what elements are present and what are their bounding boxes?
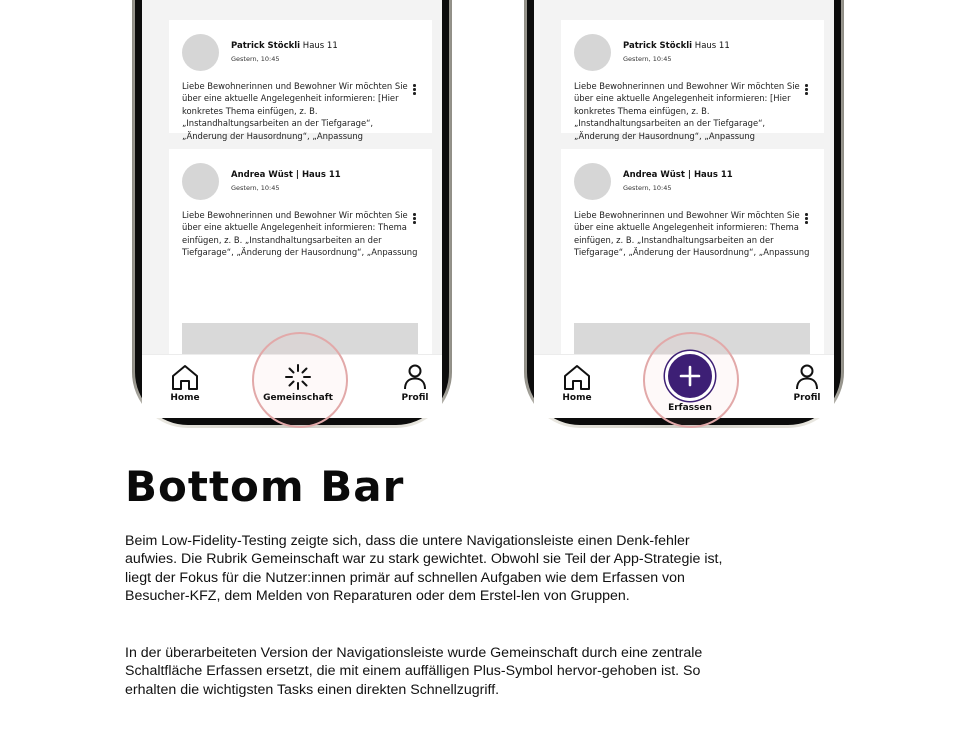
kebab-menu-icon[interactable] bbox=[413, 84, 416, 96]
home-icon bbox=[170, 363, 200, 391]
nav-item-profil[interactable] bbox=[767, 363, 847, 403]
kebab-menu-icon[interactable] bbox=[805, 213, 808, 225]
post-text: Liebe Bewohnerinnen und Bewohner Wir möchten Sie über eine aktuelle Angelegenheit informieren: [Hier konkretes Thema einfügen, z. B. „Instandhaltungsarbeiten an der Tiefgarage“, „Änderung der Hausordnung“, „Anpassung bbox=[574, 81, 800, 141]
kebab-menu-icon[interactable] bbox=[413, 213, 416, 225]
bottom-navigation-bar bbox=[142, 354, 442, 418]
post-card[interactable] bbox=[169, 20, 432, 141]
post-house: Haus 11 bbox=[300, 41, 338, 51]
phone-bezel bbox=[135, 0, 449, 425]
post-card[interactable] bbox=[561, 20, 824, 141]
erfassen-button[interactable] bbox=[650, 363, 730, 413]
post-author: Patrick Stöckli Haus 11 bbox=[231, 41, 338, 51]
plus-icon bbox=[665, 351, 715, 401]
phone-mockup-after bbox=[524, 0, 844, 428]
phone-mockup-before bbox=[132, 0, 452, 428]
nav-label-home: Home bbox=[562, 393, 592, 403]
avatar bbox=[574, 34, 611, 71]
user-icon bbox=[792, 363, 822, 391]
section-title: Bottom Bar bbox=[125, 462, 405, 511]
nav-item-gemeinschaft[interactable] bbox=[258, 363, 338, 403]
post-author: Andrea Wüst | Haus 11 bbox=[231, 170, 341, 180]
post-time: Gestern, 10:45 bbox=[623, 184, 672, 192]
post-author: Patrick Stöckli Haus 11 bbox=[623, 41, 730, 51]
post-time: Gestern, 10:45 bbox=[231, 55, 280, 63]
post-text: Liebe Bewohnerinnen und Bewohner Wir möchten Sie über eine aktuelle Angelegenheit informieren: Thema einfügen, z. B. „Instandhaltungsarbeiten an der Tiefgarage“, „Änderung der Hausordnung“, „Anpassung bbox=[182, 210, 418, 258]
nav-item-home[interactable] bbox=[145, 363, 225, 403]
phone-screen bbox=[142, 0, 442, 418]
post-text: Liebe Bewohnerinnen und Bewohner Wir möchten Sie über eine aktuelle Angelegenheit informieren: [Hier konkretes Thema einfügen, z. B. „Instandhaltungsarbeiten an der Tiefgarage“, „Änderung der Hausordnung“, „Anpassung bbox=[182, 81, 408, 141]
nav-item-home[interactable] bbox=[537, 363, 617, 403]
avatar bbox=[182, 163, 219, 200]
user-icon bbox=[400, 363, 430, 391]
nav-label-gemeinschaft: Gemeinschaft bbox=[263, 393, 333, 403]
post-text: Liebe Bewohnerinnen und Bewohner Wir möchten Sie über eine aktuelle Angelegenheit informieren: Thema einfügen, z. B. „Instandhaltungsarbeiten an der Tiefgarage“, „Änderung der Hausordnung“, „Anpassung bbox=[574, 210, 810, 258]
post-time: Gestern, 10:45 bbox=[623, 55, 672, 63]
nav-label-home: Home bbox=[170, 393, 200, 403]
post-author: Andrea Wüst | Haus 11 bbox=[623, 170, 733, 180]
nav-label-erfassen: Erfassen bbox=[668, 403, 712, 413]
post-time: Gestern, 10:45 bbox=[231, 184, 280, 192]
nav-label-profil: Profil bbox=[793, 393, 821, 403]
paragraph: Beim Low-Fidelity-Testing zeigte sich, dass die untere Navigationsleiste einen Denk-fehler aufwies. Die Rubrik Gemeinschaft war zu stark gewichtet. Obwohl sie Teil der App-Strategie ist, liegt der Fokus für die Nutzer:innen primär auf schnellen Aufgaben wie dem Erfassen von Besucher-KFZ, dem Melden von Reparaturen oder dem Erstel-len von Gruppen. bbox=[125, 533, 723, 605]
phone-screen bbox=[534, 0, 834, 418]
nav-label-profil: Profil bbox=[401, 393, 429, 403]
sparkle-icon bbox=[283, 363, 313, 391]
avatar bbox=[574, 163, 611, 200]
paragraph: In der überarbeiteten Version der Navigationsleiste wurde Gemeinschaft durch eine zentrale Schaltfläche Erfassen ersetzt, die mit einem auffälligen Plus-Symbol hervor-gehoben ist. So erhalten die wichtigsten Tasks einen direkten Schnellzugriff. bbox=[125, 645, 703, 698]
kebab-menu-icon[interactable] bbox=[805, 84, 808, 96]
avatar bbox=[182, 34, 219, 71]
post-house: Haus 11 bbox=[692, 41, 730, 51]
phone-bezel bbox=[527, 0, 841, 425]
bottom-navigation-bar bbox=[534, 354, 834, 418]
nav-item-profil[interactable] bbox=[375, 363, 455, 403]
home-icon bbox=[562, 363, 592, 391]
